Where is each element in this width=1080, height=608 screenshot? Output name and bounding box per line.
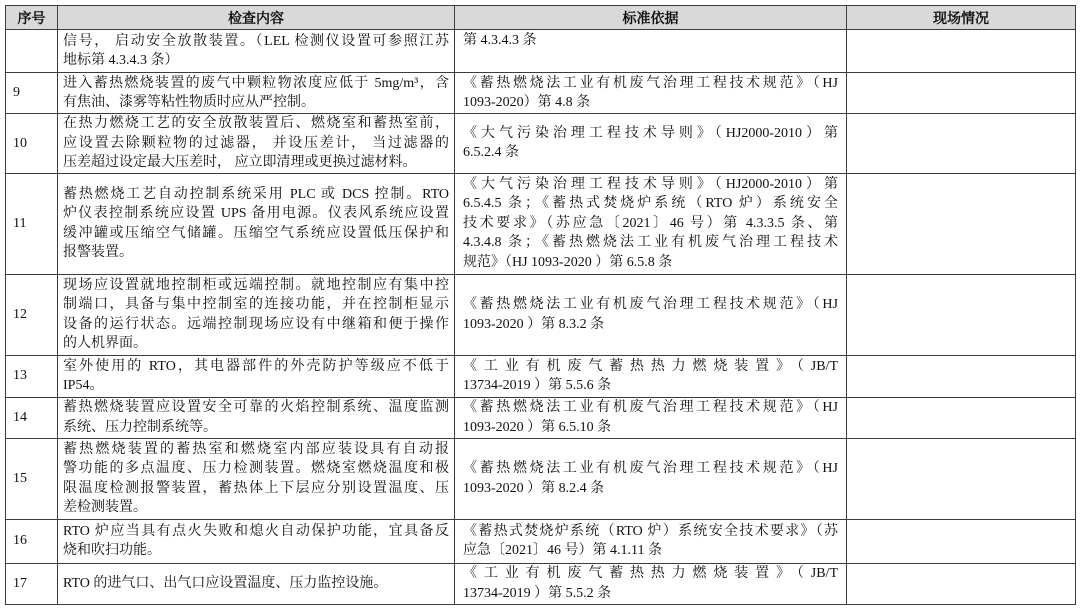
content-line: 差检测装置。: [63, 500, 147, 515]
table-row: [6, 519, 1076, 563]
inspection-table: [5, 5, 1076, 605]
content-line: 缓冲罐或压缩空气储罐。压缩空气系统应设置低压保护和: [63, 225, 449, 241]
basis-line: 6.5.4.5 条；《蓄热式焚烧炉系统（RTO 炉）系统安全: [463, 196, 838, 212]
content-line: 在热力燃烧工艺的安全放散装置后、燃烧室和蓄热室前，: [63, 116, 449, 131]
basis-line: 《蓄热燃烧法工业有机废气治理工程技术规范》（HJ: [463, 400, 838, 415]
table-row: [6, 73, 1076, 114]
content-line: 警功能的多点温度、压力检测装置。燃烧室燃烧温度和极: [63, 461, 449, 476]
standard-basis-cell: [455, 73, 847, 114]
site-condition-cell: [847, 355, 1076, 397]
table-row: [6, 30, 1076, 73]
basis-line: 第 4.3.4.3 条: [463, 33, 537, 48]
basis-line: 6.5.2.4 条: [463, 145, 519, 161]
content-line: 蓄热燃烧装置应设置安全可靠的火焰控制系统、温度监测: [63, 400, 449, 415]
site-condition-cell: [847, 563, 1076, 604]
content-line: 设备的运行状态。远端控制现场应设有中继箱和便于操作: [63, 316, 449, 332]
row-number-cell: 14: [6, 397, 58, 438]
content-line: 压差超过设定最大压差时， 应立即清理或更换过滤材料。: [63, 155, 417, 170]
content-line: RTO 的进气口、出气口应设置温度、压力监控设施。: [63, 575, 388, 591]
header-serial-number: 序号: [6, 6, 58, 30]
table-row: [6, 274, 1076, 355]
content-line: 有焦油、漆雾等粘性物质时应从严控制。: [63, 95, 315, 110]
header-standard-basis: 标准依据: [455, 6, 847, 30]
standard-basis-cell: [455, 114, 847, 174]
row-number-cell: [6, 30, 58, 73]
site-condition-cell: [847, 438, 1076, 519]
check-content-cell: [58, 114, 455, 174]
site-condition-cell: [847, 519, 1076, 563]
basis-line: 1093-2020 ）第 6.5.10 条: [463, 419, 612, 435]
basis-line: 1093-2020 ）第 8.3.2 条: [463, 316, 605, 332]
check-content-cell: [58, 73, 455, 114]
standard-basis-cell: [455, 397, 847, 438]
standard-basis-cell: [455, 173, 847, 274]
content-line: 地标第 4.3.4.3 条）: [63, 53, 179, 68]
standard-basis-cell: [455, 30, 847, 73]
basis-line: 1093-2020 ）第 8.2.4 条: [463, 480, 605, 496]
check-content-cell: [58, 519, 455, 563]
header-check-content: 检查内容: [58, 6, 455, 30]
standard-basis-cell: [455, 274, 847, 355]
check-content-cell: [58, 274, 455, 355]
standard-basis-cell: [455, 563, 847, 604]
basis-line: 13734-2019 ）第 5.5.2 条: [463, 585, 612, 601]
table-row: [6, 438, 1076, 519]
standard-basis-cell: [455, 438, 847, 519]
row-number-cell: 10: [6, 114, 58, 174]
row-number-cell: 16: [6, 519, 58, 563]
site-condition-cell: [847, 30, 1076, 73]
table-row: [6, 355, 1076, 397]
row-number-cell: 11: [6, 173, 58, 274]
check-content-cell: [58, 438, 455, 519]
content-line: 系统、压力控制系统等。: [63, 419, 217, 435]
standard-basis-cell: [455, 355, 847, 397]
table-row: [6, 173, 1076, 274]
content-line: RTO 炉应当具有点火失败和熄火自动保护功能，宜具备反: [63, 523, 449, 539]
content-line: 进入蓄热燃烧装置的废气中颗粒物浓度应低于 5mg/m³，含: [63, 75, 449, 91]
header-site-condition: 现场情况: [847, 6, 1076, 30]
row-number-cell: 12: [6, 274, 58, 355]
content-line: 蓄热燃烧装置的蓄热室和燃烧室内部应装设具有自动报: [63, 441, 449, 457]
content-line: 信号， 启动安全放散装置。（LEL 检测仪设置可参照江苏: [63, 33, 449, 49]
content-line: 应设置去除颗粒物的过滤器， 并设压差计， 当过滤器的: [63, 135, 449, 151]
content-line: IP54。: [63, 378, 104, 393]
check-content-cell: [58, 355, 455, 397]
standard-basis-cell: [455, 519, 847, 563]
row-number-cell: 9: [6, 73, 58, 114]
content-line: 的人机界面。: [63, 336, 147, 351]
basis-line: 《大气污染治理工程技术导则》（HJ2000-2010）第: [463, 176, 838, 192]
site-condition-cell: [847, 173, 1076, 274]
content-line: 炉仪表控制系统应设置 UPS 备用电源。仪表风系统应设置: [63, 206, 449, 221]
site-condition-cell: [847, 397, 1076, 438]
content-line: 室外使用的 RTO，其电器部件的外壳防护等级应不低于: [63, 358, 449, 374]
content-line: 烧和吹扫功能。: [63, 543, 161, 558]
site-condition-cell: [847, 274, 1076, 355]
check-content-cell: [58, 397, 455, 438]
basis-line: 《工业有机废气蓄热热力燃烧装置》（JB/T: [463, 566, 838, 581]
content-line: 限温度检测报警装置，蓄热体上下层应分别设置温度、压: [63, 480, 449, 496]
basis-line: 规范》（HJ 1093-2020 ）第 6.5.8 条: [463, 254, 673, 270]
row-number-cell: 17: [6, 563, 58, 604]
basis-line: 应急〔2021〕46 号）第 4.1.11 条: [463, 543, 662, 558]
content-line: 蓄热燃烧工艺自动控制系统采用 PLC 或 DCS 控制。RTO: [63, 186, 449, 202]
check-content-cell: [58, 30, 455, 73]
basis-line: 4.3.4.8 条；《蓄热燃烧法工业有机废气治理工程技术: [463, 235, 838, 251]
basis-line: 1093-2020）第 4.8 条: [463, 95, 591, 110]
table-row: [6, 563, 1076, 604]
table-row: [6, 397, 1076, 438]
content-line: 报警装置。: [63, 245, 133, 260]
check-content-cell: [58, 173, 455, 274]
site-condition-cell: [847, 114, 1076, 174]
basis-line: 《蓄热燃烧法工业有机废气治理工程技术规范》（HJ: [463, 297, 838, 312]
basis-line: 《工业有机废气蓄热热力燃烧装置》（JB/T: [463, 358, 838, 374]
row-number-cell: 15: [6, 438, 58, 519]
header-row: [6, 6, 1076, 30]
basis-line: 13734-2019 ）第 5.5.6 条: [463, 378, 612, 393]
basis-line: 《蓄热燃烧法工业有机废气治理工程技术规范》（HJ: [463, 461, 838, 476]
content-line: 现场应设置就地控制柜或远端控制。就地控制应有集中控: [63, 277, 449, 293]
basis-line: 《蓄热燃烧法工业有机废气治理工程技术规范》（HJ: [463, 75, 838, 91]
table-row: [6, 114, 1076, 174]
basis-line: 技术要求》（苏应急〔2021〕46 号）第 4.3.3.5 条、第: [463, 215, 838, 231]
content-line: 制端口，具备与集中控制室的连接功能，并在控制柜显示: [63, 297, 449, 312]
basis-line: 《蓄热式焚烧炉系统（RTO 炉）系统安全技术要求》（苏: [463, 523, 838, 539]
row-number-cell: 13: [6, 355, 58, 397]
site-condition-cell: [847, 73, 1076, 114]
basis-line: 《大气污染治理工程技术导则》（HJ2000-2010）第: [463, 125, 838, 141]
check-content-cell: [58, 563, 455, 604]
